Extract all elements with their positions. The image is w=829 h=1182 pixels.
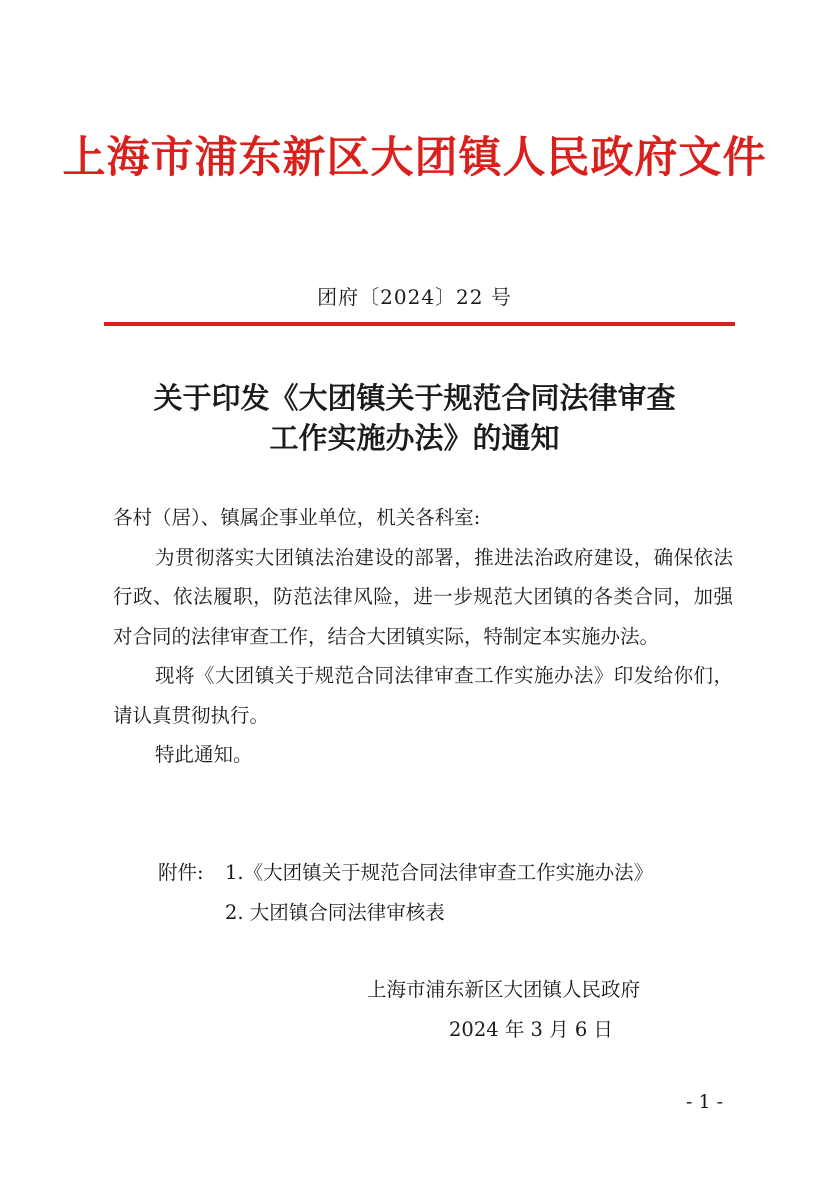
attachments-list — [158, 853, 653, 933]
issuing-authority: 上海市浦东新区大团镇人民政府 — [367, 978, 641, 1001]
masthead-title: 上海市浦东新区大团镇人民政府文件 — [62, 133, 767, 183]
attachment-item — [158, 853, 653, 893]
attachment-item-1: 1.《大团镇关于规范合同法律审查工作实施办法》 — [225, 861, 654, 884]
salutation: 各村（居）、镇属企事业单位，机关各科室: — [113, 506, 481, 529]
notice-title-line-2: 工作实施办法》的通知 — [269, 421, 560, 455]
attachments-label: 附件: — [158, 861, 204, 884]
closing-line: 特此通知。 — [155, 743, 253, 766]
red-divider-line — [104, 322, 735, 326]
notice-title — [0, 378, 829, 458]
page-number: - 1 - — [685, 1091, 723, 1113]
attachment-item-2: 2. 大团镇合同法律审核表 — [225, 901, 445, 924]
issue-date: 2024 年 3 月 6 日 — [449, 1018, 613, 1041]
attachment-item — [158, 893, 653, 933]
body-paragraph: 为贯彻落实大团镇法治建设的部署，推进法治政府建设，确保依法行政、依法履职，防范法律风险，进一步规范大团镇的各类合同，加强对合同的法律审查工作，结合大团镇实际，特制定本实施办法。 — [113, 545, 733, 648]
document-number: 团府〔2024〕22 号 — [317, 285, 512, 309]
notice-title-line-1: 关于印发《大团镇关于规范合同法律审查 — [153, 381, 676, 415]
notice-body — [113, 498, 733, 775]
body-paragraph: 现将《大团镇关于规范合同法律审查工作实施办法》印发给你们，请认真贯彻执行。 — [113, 664, 733, 727]
signature-block — [367, 970, 640, 1050]
